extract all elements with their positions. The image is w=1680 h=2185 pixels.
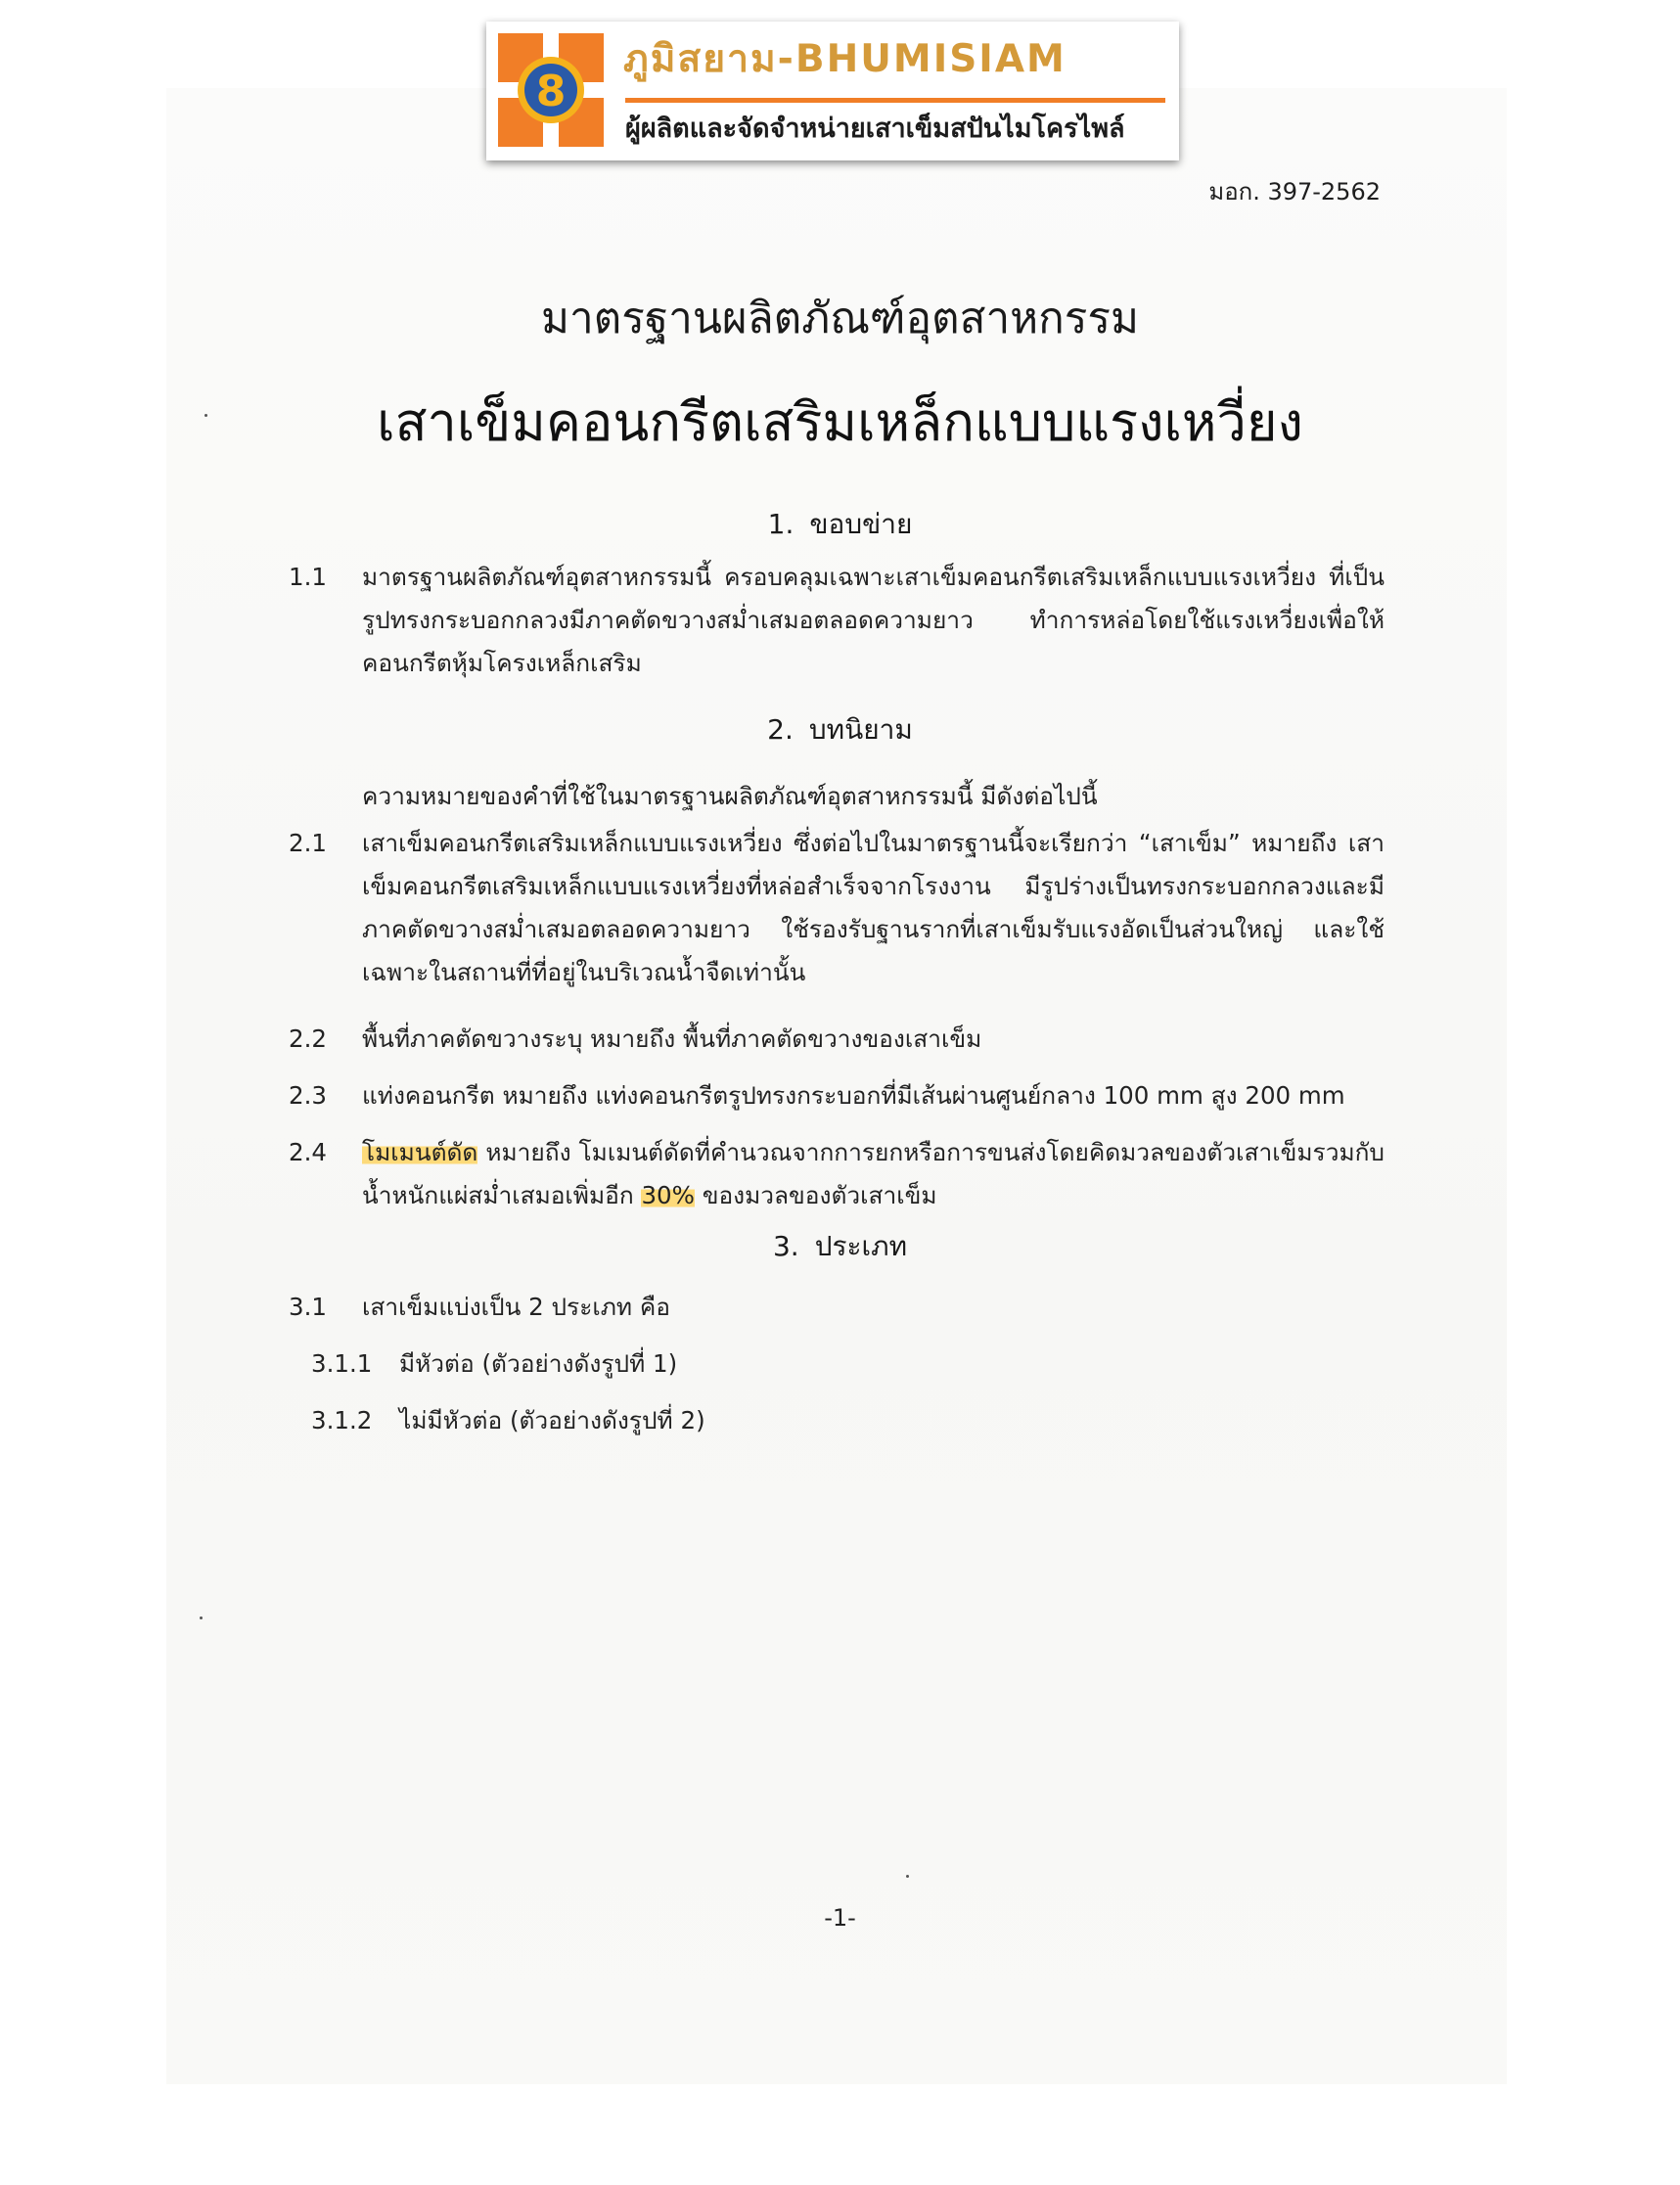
clause-text: มาตรฐานผลิตภัณฑ์อุตสาหกรรมนี้ ครอบคลุมเฉพาะเสาเข็มคอนกรีตเสริมเหล็กแบบแรงเหวี่ยง ที่เป็นรูปทรงกระบอกกลวงมีภาคตัดขวางสม่ำเสมอตลอดความยาว ทำการหล่อโดยใช้แรงเหวี่ยงเพื่อให้คอนกรีตหุ้มโครงเหล็กเสริม <box>362 563 1385 677</box>
document-title-line1: มาตรฐานผลิตภัณฑ์อุตสาหกรรม <box>540 294 1140 343</box>
definitions-intro: ความหมายของคำที่ใช้ในมาตรฐานผลิตภัณฑ์อุตสาหกรรมนี้ มีดังต่อไปนี้ <box>362 782 1098 810</box>
svg-text:8: 8 <box>535 67 567 116</box>
clause-2-1 <box>289 822 1385 994</box>
clause-text <box>362 1131 1385 1217</box>
clause-text: มีหัวต่อ (ตัวอย่างดังรูปที่ 1) <box>399 1349 678 1378</box>
section-heading-types <box>0 1225 1680 1268</box>
scan-speck <box>200 1616 203 1619</box>
clause-2-3 <box>289 1074 1385 1117</box>
clause-text: เสาเข็มคอนกรีตเสริมเหล็กแบบแรงเหวี่ยง ซึ่งต่อไปในมาตรฐานนี้จะเรียกว่า “เสาเข็ม” หมายถึง เสาเข็มคอนกรีตเสริมเหล็กแบบแรงเหวี่ยงที่หล่อสำเร็จจากโรงงาน มีรูปร่างเป็นทรงกระบอกกลวงและมีภาคตัดขวางสม่ำเสมอตลอดความยาว ใช้รองรับฐานรากที่เสาเข็มรับแรงอัดเป็นส่วนใหญ่ และใช้เฉพาะในสถานที่ที่อยู่ในบริเวณน้ำจืดเท่านั้น <box>362 829 1385 986</box>
clause-text-part: หมายถึง โมเมนต์ดัดที่คำนวณจากการยกหรือการขนส่งโดยคิดมวลของตัวเสาเข็มรวมกับน้ำหนักแผ่สม่ำเสมอเพิ่มอีก <box>362 1138 1385 1209</box>
clause-3-1-1 <box>311 1343 677 1386</box>
page-number: -1- <box>824 1904 856 1932</box>
clause-number: 2.1 <box>289 829 327 857</box>
clause-number: 3.1.1 <box>311 1349 373 1378</box>
section-title: ประเภท <box>814 1230 908 1262</box>
section-title: ขอบข่าย <box>809 508 913 540</box>
clause-2-2 <box>289 1018 1385 1061</box>
clause-text: เสาเข็มแบ่งเป็น 2 ประเภท คือ <box>362 1293 670 1321</box>
clause-number: 2.2 <box>289 1024 327 1053</box>
clause-number: 3.1 <box>289 1293 327 1321</box>
brand-name: ภูมิสยาม-BHUMISIAM <box>623 37 1067 81</box>
document-title-line2: เสาเข็มคอนกรีตเสริมเหล็กแบบแรงเหวี่ยง <box>377 391 1303 453</box>
bhumisiam-logo-icon <box>498 33 604 147</box>
standard-number: มอก. 397-2562 <box>1208 178 1381 205</box>
clause-1-1 <box>289 556 1385 685</box>
brand-divider <box>625 98 1165 103</box>
section-number: 3. <box>772 1230 799 1262</box>
clause-text: พื้นที่ภาคตัดขวางระบุ หมายถึง พื้นที่ภาคตัดขวางของเสาเข็ม <box>362 1024 982 1053</box>
brand-logo-banner <box>486 22 1179 160</box>
brand-tagline: ผู้ผลิตและจัดจำหน่ายเสาเข็มสปันไมโครไพล์ <box>625 114 1125 144</box>
clause-text: แท่งคอนกรีต หมายถึง แท่งคอนกรีตรูปทรงกระบอกที่มีเส้นผ่านศูนย์กลาง 100 mm สูง 200 mm <box>362 1081 1345 1110</box>
clause-number: 1.1 <box>289 563 327 591</box>
clause-text-part: ของมวลของตัวเสาเข็ม <box>694 1181 937 1209</box>
clause-3-1 <box>289 1286 1385 1329</box>
highlighted-percent: 30% <box>641 1181 695 1209</box>
highlighted-term: โมเมนต์ดัด <box>362 1138 478 1166</box>
clause-number: 2.3 <box>289 1081 327 1110</box>
section-title: บทนิยาม <box>808 713 913 746</box>
clause-2-4 <box>289 1131 1385 1217</box>
section-number: 1. <box>767 508 795 540</box>
section-heading-definitions <box>0 708 1680 751</box>
section-number: 2. <box>767 713 794 746</box>
scan-speck <box>906 1875 909 1878</box>
clause-number: 3.1.2 <box>311 1406 373 1434</box>
clause-number: 2.4 <box>289 1138 327 1166</box>
section-heading-scope <box>0 503 1680 546</box>
scan-speck <box>204 414 207 417</box>
clause-3-1-2 <box>311 1399 705 1442</box>
clause-text: ไม่มีหัวต่อ (ตัวอย่างดังรูปที่ 2) <box>399 1406 705 1434</box>
